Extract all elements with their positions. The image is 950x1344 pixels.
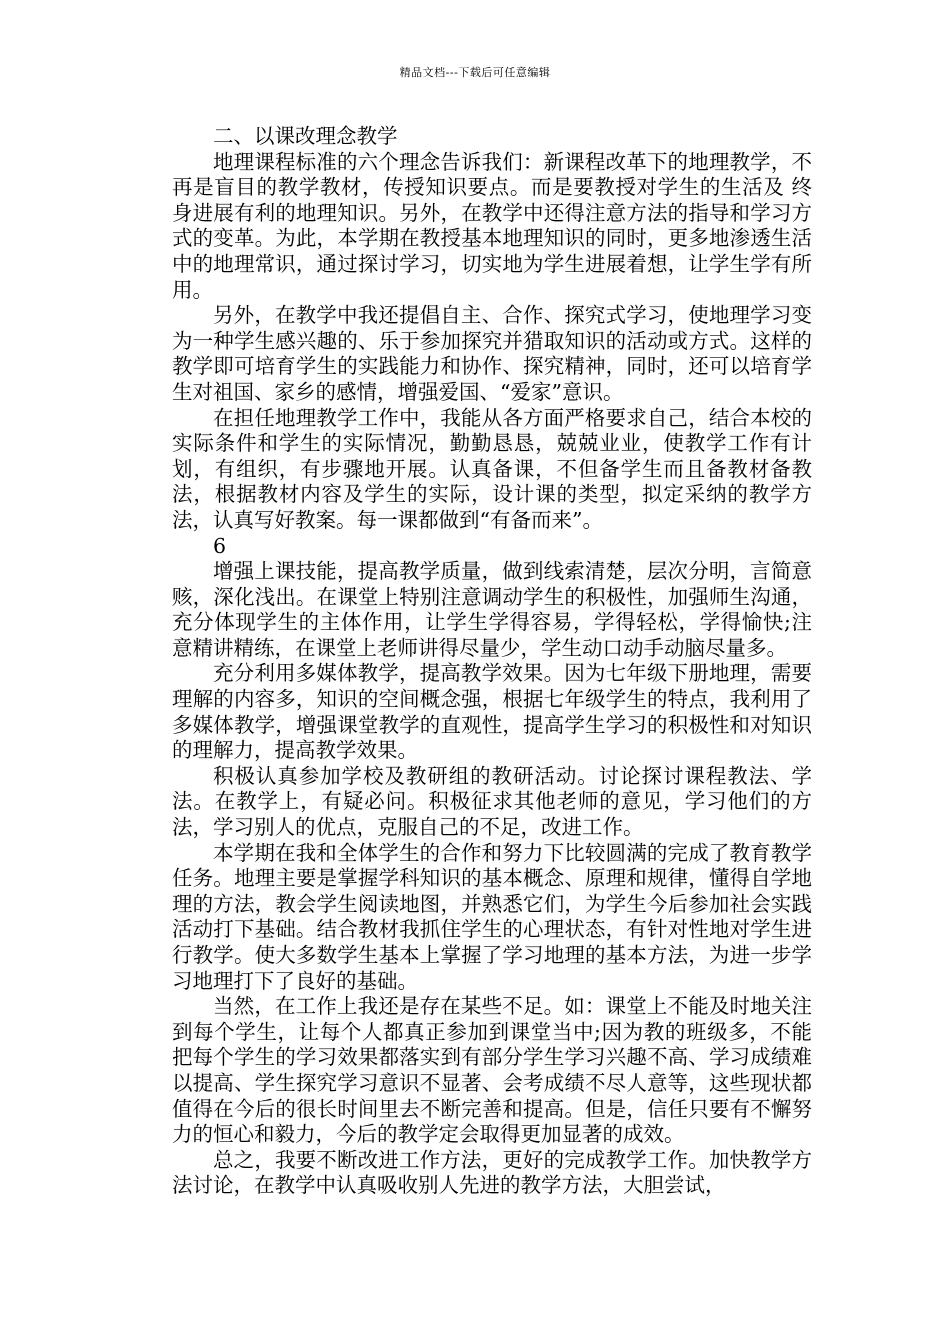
page-number-marker: 6: [213, 533, 227, 558]
paragraph: 当然，在工作上我还是存在某些不足。如：课堂上不能及时地关注到每个学生，让每个人都真正参加到课堂当中;因为教的班级多，不能把每个学生的学习效果都落实到有部分学生学习兴趣不高、学习成绩难以提高、学生探究学习意识不显著、会考成绩不尽人意等，这些现状都值得在今后的很长时间里去不断完善和提高。但是，信任只要有不懈努力的恒心和毅力，今后的教学定会取得更加显著的成效。: [172, 994, 812, 1147]
paragraph: 增强上课技能，提高教学质量，做到线索清楚，层次分明，言简意赅，深化浅出。在课堂上特别注意调动学生的积极性，加强师生沟通，充分体现学生的主体作用，让学生学得容易，学得轻松，学得愉快;注意精讲精练，在课堂上老师讲得尽量少，学生动口动手动脑尽量多。: [172, 559, 812, 660]
paragraph: 总之，我要不断改进工作方法，更好的完成教学工作。加快教学方法讨论，在教学中认真吸收别人先进的教学方法，大胆尝试，: [172, 1147, 812, 1198]
paragraph: 积极认真参加学校及教研组的教研活动。讨论探讨课程教法、学法。在教学上，有疑必问。积极征求其他老师的意见，学习他们的方法，学习别人的优点，克服自己的不足，改进工作。: [172, 763, 812, 840]
paragraph: 在担任地理教学工作中，我能从各方面严格要求自己，结合本校的实际条件和学生的实际情况，勤勤恳恳，兢兢业业，使教学工作有计划，有组织，有步骤地开展。认真备课，不但备学生而且备教材备教法，根据教材内容及学生的实际，设计课的类型，拟定采纳的教学方法，认真写好教案。每一课都做到“有备而来”。: [172, 405, 812, 532]
paragraph: 地理课程标准的六个理念告诉我们：新课程改革下的地理教学，不再是盲目的教学教材，传授知识要点。而是要教授对学生的生活及 终身进展有利的地理知识。另外，在教学中还得注意方法的指导和学习方式的变革。为此，本学期在教授基本地理知识的同时，更多地渗透生活中的地理常识，通过探讨学习，切实地为学生进展着想，让学生学有所用。: [172, 149, 812, 302]
document-body: [172, 124, 812, 1199]
paragraph: 本学期在我和全体学生的合作和努力下比较圆满的完成了教育教学任务。地理主要是掌握学科知识的基本概念、原理和规律，懂得自学地理的方法，教会学生阅读地图，并熟悉它们，为学生今后参加社会实践活动打下基础。结合教材我抓住学生的心理状态，有针对性地对学生进行教学。使大多数学生基本上掌握了学习地理的基本方法，为进一步学习地理打下了良好的基础。: [172, 840, 812, 993]
paragraph: 另外，在教学中我还提倡自主、合作、探究式学习，使地理学习变为一种学生感兴趣的、乐于参加探究并猎取知识的活动或方式。这样的教学即可培育学生的实践能力和协作、探究精神，同时，还可以培育学生对祖国、家乡的感情，增强爱国、“爱家”意识。: [172, 303, 812, 404]
paragraph: 充分利用多媒体教学，提高教学效果。因为七年级下册地理，需要理解的内容多，知识的空间概念强，根据七年级学生的特点，我利用了多媒体教学，增强课堂教学的直观性，提高学生学习的积极性和对知识的理解力，提高教学效果。: [172, 661, 812, 763]
section-heading: 二、以课改理念教学: [213, 124, 398, 148]
page-header: 精品文档---下载后可任意编辑: [399, 66, 551, 79]
